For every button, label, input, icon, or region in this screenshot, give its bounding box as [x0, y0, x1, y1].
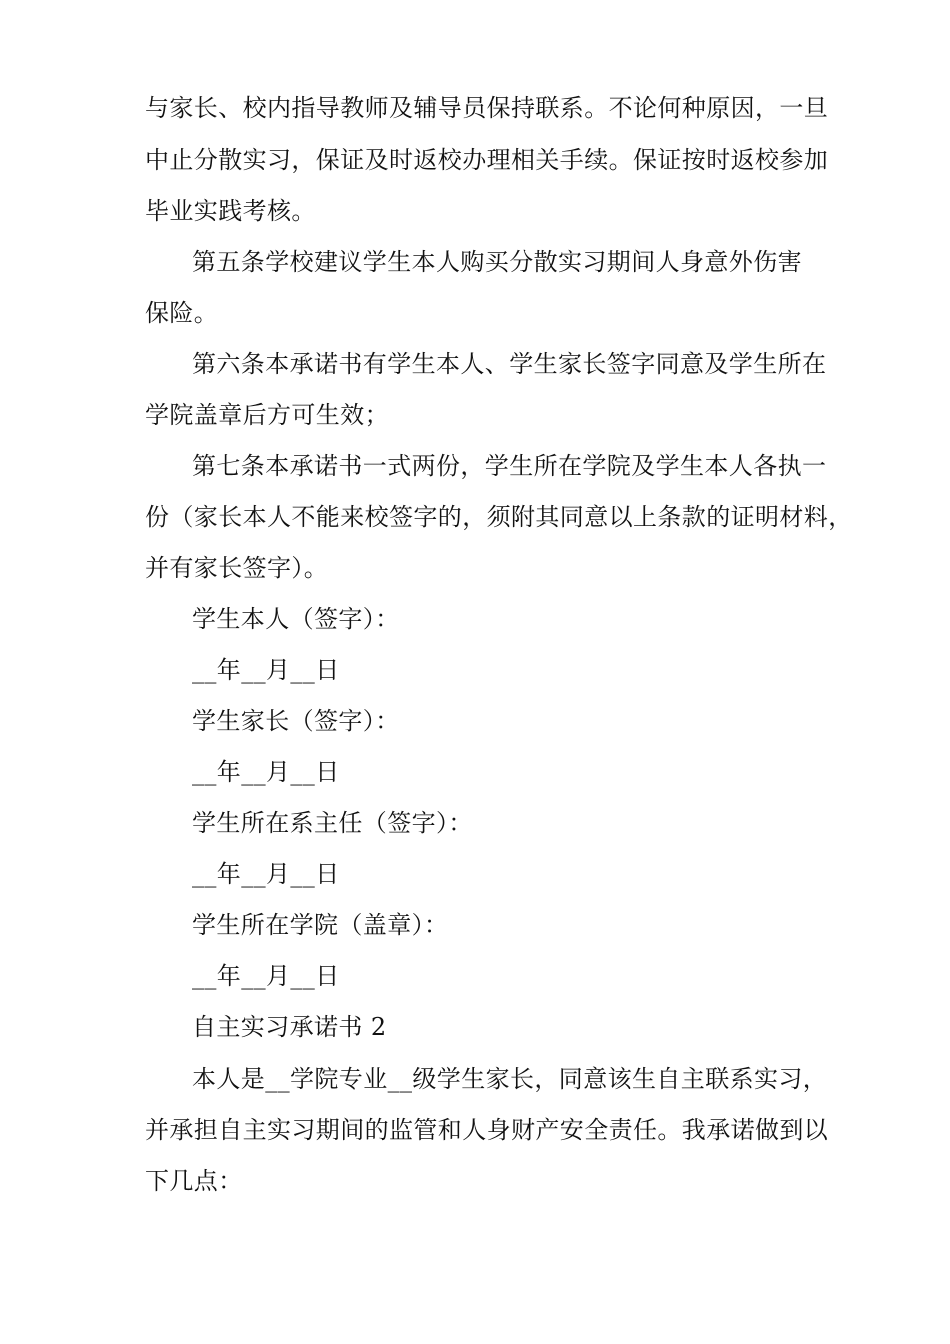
paragraph-line: 学院盖章后方可生效； [145, 401, 389, 429]
paragraph-line: 本人是__学院专业__级学生家长，同意该生自主联系实习， [192, 1065, 828, 1093]
date-line: __年__月__日 [192, 656, 340, 684]
paragraph-line: 下几点： [145, 1167, 243, 1195]
paragraph-line: 并承担自主实习期间的监管和人身财产安全责任。我承诺做到以 [145, 1116, 829, 1144]
date-line: __年__月__日 [192, 758, 340, 786]
paragraph-line: 并有家长签字）。 [145, 554, 329, 582]
department-head-signature-label: 学生所在系主任（签字）： [192, 809, 473, 837]
paragraph-line: 与家长、校内指导教师及辅导员保持联系。不论何种原因，一旦 [145, 94, 829, 122]
paragraph-line: 保险。 [145, 299, 219, 327]
paragraph-line: 毕业实践考核。 [145, 197, 316, 225]
date-line: __年__月__日 [192, 962, 340, 990]
student-signature-label: 学生本人（签字）： [192, 605, 400, 633]
section-title: 自主实习承诺书 2 [192, 1013, 387, 1041]
parent-signature-label: 学生家长（签字）： [192, 707, 400, 735]
college-seal-label: 学生所在学院（盖章）： [192, 911, 449, 939]
article-five-line: 第五条学校建议学生本人购买分散实习期间人身意外伤害 [192, 248, 802, 276]
paragraph-line: 份（家长本人不能来校签字的，须附其同意以上条款的证明材料， [145, 503, 853, 531]
date-line: __年__月__日 [192, 860, 340, 888]
article-six-line: 第六条本承诺书有学生本人、学生家长签字同意及学生所在 [192, 350, 827, 378]
paragraph-line: 中止分散实习，保证及时返校办理相关手续。保证按时返校参加 [145, 146, 829, 174]
article-seven-line: 第七条本承诺书一式两份，学生所在学院及学生本人各执一 [192, 452, 827, 480]
